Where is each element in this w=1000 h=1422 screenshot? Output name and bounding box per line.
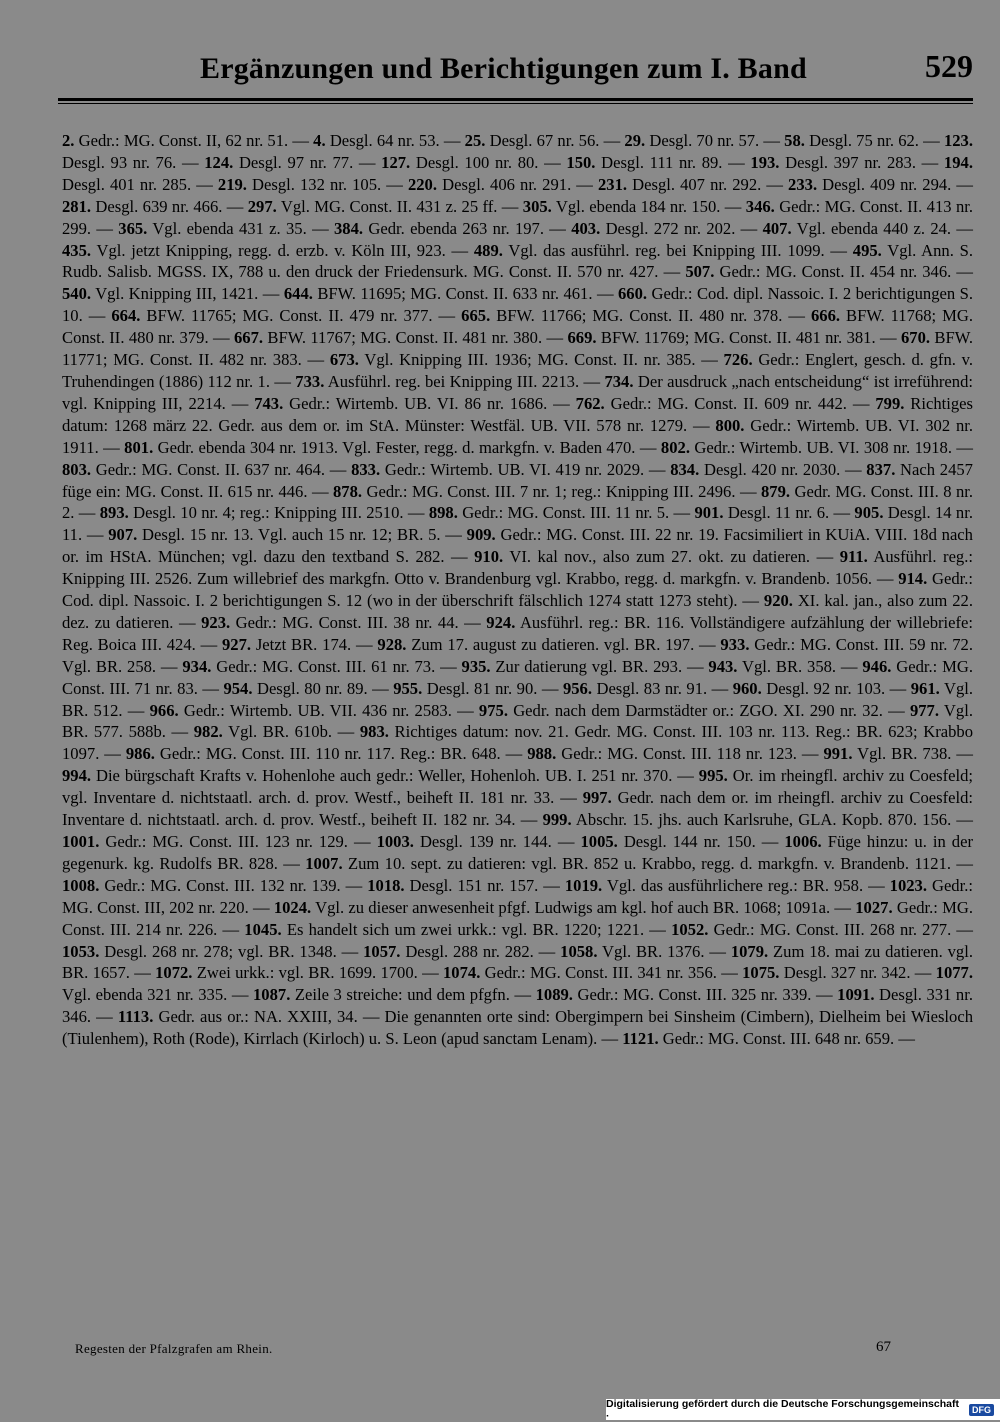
page-header <box>58 50 973 92</box>
body-text: 2. Gedr.: MG. Const. II, 62 nr. 51. — 4. Desgl. 64 nr. 53. — 25. Desgl. 67 nr. 56. — 29. Desgl. 70 nr. 57. — 58. Desgl. 75 nr. 62. — 123. Desgl. 93 nr. 76. — 124. Desgl. 97 nr. 77. — 127. Desgl. 100 nr. 80. — 150. Desgl. 111 nr. 89. — 193. Desgl. 397 nr. 283. — 194. Desgl. 401 nr. 285. — 219. Desgl. 132 nr. 105. — 220. Desgl. 406 nr. 291. — 231. Desgl. 407 nr. 292. — 233. Desgl. 409 nr. 294. — 281. Desgl. 639 nr. 466. — 297. Vgl. MG. Const. II. 431 z. 25 ff. — 305. Vgl. ebenda 184 nr. 150. — 346. Gedr.: MG. Const. II. 413 nr. 299. — 365. Vgl. ebenda 431 z. 35. — 384. Gedr. ebenda 263 nr. 197. — 403. Desgl. 272 nr. 202. — 407. Vgl. ebenda 440 z. 24. — 435. Vgl. jetzt Knipping, regg. d. erzb. v. Köln III, 923. — 489. Vgl. das ausführl. reg. bei Knipping III. 1099. — 495. Vgl. Ann. S. Rudb. Salisb. MGSS. IX, 788 u. den druck der Friedensurk. MG. Const. II. 570 nr. 427. — 507. Gedr.: MG. Const. II. 454 nr. 346. — 540. Vgl. Knipping III, 1421. — 644. BFW. 11695; MG. Const. II. 633 nr. 461. — 660. Gedr.: Cod. dipl. Nassoic. I. 2 berichtigungen S. 10. — 664. BFW. 11765; MG. Const. II. 479 nr. 377. — 665. BFW. 11766; MG. Const. II. 480 nr. 378. — 666. BFW. 11768; MG. Const. II. 480 nr. 379. — 667. BFW. 11767; MG. Const. II. 481 nr. 380. — 669. BFW. 11769; MG. Const. II. 481 nr. 381. — 670. BFW. 11771; MG. Const. II. 482 nr. 383. — 673. Vgl. Knipping III. 1936; MG. Const. II. nr. 385. — 726. Gedr.: Englert, gesch. d. gfn. v. Truhendingen (1886) 112 nr. 1. — 733. Ausführl. reg. bei Knipping III. 2213. — 734. Der ausdruck „nach entscheidung“ ist irreführend: vgl. Knipping III, 2214. — 743. Gedr.: Wirtemb. UB. VI. 86 nr. 1686. — 762. Gedr.: MG. Const. II. 609 nr. 442. — 799. Richtiges datum: 1268 märz 22. Gedr. aus dem or. im StA. Münster: Westfäl. UB. VII. 578 nr. 1279. — 800. Gedr.: Wirtemb. UB. VI. 302 nr. 1911. — 801. Gedr. ebenda 304 nr. 1913. Vgl. Fester, regg. d. markgfn. v. Baden 470. — 802. Gedr.: Wirtemb. UB. VI. 308 nr. 1918. — 803. Gedr.: MG. Const. II. 637 nr. 464. — 833. Gedr.: Wirtemb. UB. VI. 419 nr. 2029. — 834. Desgl. 420 nr. 2030. — 837. Nach 2457 füge ein: MG. Const. II. 615 nr. 446. — 878. Gedr.: MG. Const. III. 7 nr. 1; reg.: Knipping III. 2496. — 879. Gedr. MG. Const. III. 8 nr. 2. — 893. Desgl. 10 nr. 4; reg.: Knipping III. 2510. — 898. Gedr.: MG. Const. III. 11 nr. 5. — 901. Desgl. 11 nr. 6. — 905. Desgl. 14 nr. 11. — 907. Desgl. 15 nr. 13. Vgl. auch 15 nr. 12; BR. 5. — 909. Gedr.: MG. Const. III. 22 nr. 19. Facsimiliert in KUiA. VIII. 18d nach or. im HStA. München; vgl. dazu den textband S. 282. — 910. VI. kal nov., also zum 27. okt. zu datieren. — 911. Ausführl. reg.: Knipping III. 2526. Zum willebrief des markgfn. Otto v. Brandenburg vgl. Krabbo, regg. d. markgfn. v. Brandenb. 1056. — 914. Gedr.: Cod. dipl. Nassoic. I. 2 berichtigungen S. 12 (wo in der überschrift fälschlich 1274 statt 1273 steht). — 920. XI. kal. jan., also zum 22. dez. zu datieren. — 923. Gedr.: MG. Const. III. 38 nr. 44. — 924. Ausführl. reg.: BR. 116. Vollständigere aufzählung der willebriefe: Reg. Boica III. 424. — 927. Jetzt BR. 174. — 928. Zum 17. august zu datieren. vgl. BR. 197. — 933. Gedr.: MG. Const. III. 59 nr. 72. Vgl. BR. 258. — 934. Gedr.: MG. Const. III. 61 nr. 73. — 935. Zur datierung vgl. BR. 293. — 943. Vgl. BR. 358. — 946. Gedr.: MG. Const. III. 71 nr. 83. — 954. Desgl. 80 nr. 89. — 955. Desgl. 81 nr. 90. — 956. Desgl. 83 nr. 91. — 960. Desgl. 92 nr. 103. — 961. Vgl. BR. 512. — 966. Gedr.: Wirtemb. UB. VII. 436 nr. 2583. — 975. Gedr. nach dem Darmstädter or.: ZGO. XI. 290 nr. 32. — 977. Vgl. BR. 577. 588b. — 982. Vgl. BR. 610b. — 983. Richtiges datum: nov. 21. Gedr. MG. Const. III. 103 nr. 113. Reg.: BR. 623; Krabbo 1097. — 986. Gedr.: MG. Const. III. 110 nr. 117. Reg.: BR. 648. — 988. Gedr.: MG. Const. III. 118 nr. 123. — 991. Vgl. BR. 738. — 994. Die bürgschaft Krafts v. Hohenlohe auch gedr.: Weller, Hohenloh. UB. I. 251 nr. 370. — 995. Or. im rheingfl. archiv zu Coesfeld; vgl. Inventare d. nichtstaatl. arch. d. prov. Westf., beiheft II. 181 nr. 33. — 997. Gedr. nach dem or. im rheingfl. archiv zu Coesfeld: Inventare d. nichtstaatl. arch. d. prov. Westf., beiheft II. 182 nr. 34. — 999. Abschr. 15. jhs. auch Karlsruhe, GLA. Kopb. 870. 156. — 1001. Gedr.: MG. Const. III. 123 nr. 129. — 1003. Desgl. 139 nr. 144. — 1005. Desgl. 144 nr. 150. — 1006. Füge hinzu: u. in der gegenurk. kg. Rudolfs BR. 828. — 1007. Zum 10. sept. zu datieren: vgl. BR. 852 u. Krabbo, regg. d. markgfn. v. Brandenb. 1121. — 1008. Gedr.: MG. Const. III. 132 nr. 139. — 1018. Desgl. 151 nr. 157. — 1019. Vgl. das ausführlichere reg.: BR. 958. — 1023. Gedr.: MG. Const. III, 202 nr. 220. — 1024. Vgl. zu dieser anwesenheit pfgf. Ludwigs am kgl. hof auch BR. 1068; 1091a. — 1027. Gedr.: MG. Const. III. 214 nr. 226. — 1045. Es handelt sich um zwei urkk.: vgl. BR. 1220; 1221. — 1052. Gedr.: MG. Const. III. 268 nr. 277. — 1053. Desgl. 268 nr. 278; vgl. BR. 1348. — 1057. Desgl. 288 nr. 282. — 1058. Vgl. BR. 1376. — 1079. Zum 18. mai zu datieren. vgl. BR. 1657. — 1072. Zwei urkk.: vgl. BR. 1699. 1700. — 1074. Gedr.: MG. Const. III. 341 nr. 356. — 1075. Desgl. 327 nr. 342. — 1077. Vgl. ebenda 321 nr. 335. — 1087. Zeile 3 streiche: und dem pfgfn. — 1089. Gedr.: MG. Const. III. 325 nr. 339. — 1091. Desgl. 331 nr. 346. — 1113. Gedr. aus or.: NA. XXIII, 34. — Die genannten orte sind: Obergimpern bei Sinsheim (Cimbern), Dielheim bei Wiesloch (Tiulenhem), Roth (Rode), Kirrlach (Kirloch) u. S. Leon (apud sanctam Lenam). — 1121. Gedr.: MG. Const. III. 648 nr. 659. — <box>62 131 974 1049</box>
footer-sheet-number: 67 <box>876 1339 891 1355</box>
page-title: Ergänzungen und Berichtigungen zum I. Band <box>200 52 807 85</box>
dfg-logo: DFG <box>969 1404 994 1416</box>
funding-bar <box>606 1399 1000 1420</box>
funding-text: Digitalisierung gefördert durch die Deutsche Forschungsgemeinschaft · <box>606 1397 959 1422</box>
header-rule <box>58 98 973 101</box>
footer-series-title: Regesten der Pfalzgrafen am Rhein. <box>75 1341 273 1356</box>
header-rule-thin <box>58 103 973 104</box>
page-number: 529 <box>925 48 973 84</box>
